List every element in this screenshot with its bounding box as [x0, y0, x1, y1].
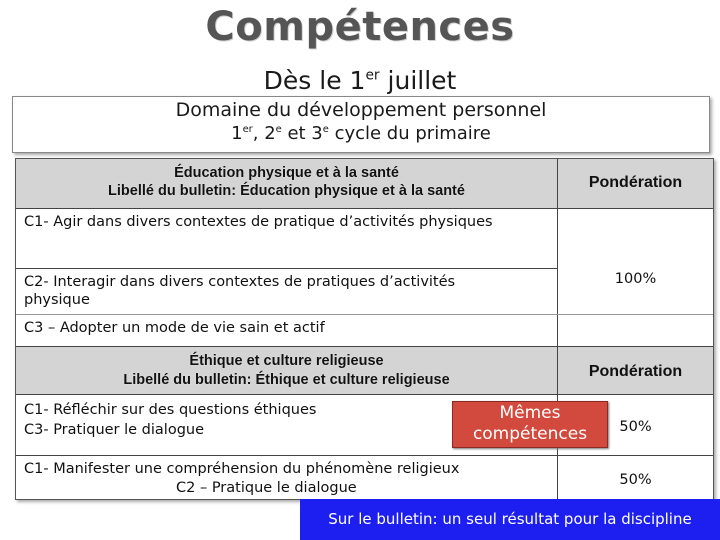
page-title: Compétences — [205, 4, 515, 50]
footer-text: Sur le bulletin: un seul résultat pour la discipline — [328, 510, 692, 528]
section1-title: Éducation physique et à la santé — [174, 165, 399, 181]
section1-competency-c3: C3 – Adopter un mode de vie sain et actif — [24, 320, 325, 336]
row-divider — [16, 208, 713, 209]
cycle-2-sup: e — [275, 124, 282, 135]
cycle-1-sup: er — [242, 124, 253, 135]
domain-title: Domaine du développement personnel — [175, 99, 547, 121]
cycle-3-sup: e — [322, 124, 329, 135]
effective-date-prefix: Dès le 1 — [263, 66, 366, 95]
callout-text — [453, 403, 607, 445]
section2-ponderation-header — [558, 346, 713, 394]
effective-date-sup: er — [365, 67, 380, 84]
domain-cycles — [13, 123, 709, 144]
section2-header — [16, 346, 557, 394]
competencies-table — [15, 158, 714, 500]
section2-row2-ponderation: 50% — [619, 472, 652, 488]
cycle-suffix: cycle du primaire — [328, 123, 491, 144]
row-divider — [16, 314, 713, 315]
footer-banner — [300, 499, 720, 540]
cycle-3: et 3 — [281, 123, 323, 144]
section2-row2-c2: C2 – Pratique le dialogue — [176, 480, 357, 496]
effective-date-suffix: juillet — [379, 66, 457, 95]
section2-title: Éthique et culture religieuse — [189, 353, 384, 369]
same-competencies-callout — [452, 401, 608, 448]
cycle-2: , 2 — [252, 123, 276, 144]
cycle-1: 1 — [231, 123, 243, 144]
section2-row1-c1: C1- Réfléchir sur des questions éthiques — [24, 402, 317, 418]
callout-line1: Mêmes — [499, 403, 561, 423]
section1-ponderation-header — [558, 159, 713, 208]
row-divider — [16, 268, 557, 269]
section1-ponderation-value: 100% — [614, 271, 657, 287]
section2-row1-c3: C3- Pratiquer le dialogue — [24, 422, 205, 438]
row-divider — [16, 346, 713, 347]
section2-bulletin-label: Libellé du bulletin: Éthique et culture religieuse — [123, 372, 450, 388]
section2-row2-c1: C1- Manifester une compréhension du phénomène religieux — [24, 461, 460, 477]
section1-competency-c2: C2- Interagir dans divers contextes de pratiques d’activités physique — [24, 274, 456, 308]
section2-ponderation-label: Pondération — [588, 363, 683, 380]
row-divider — [16, 394, 713, 395]
column-divider — [557, 159, 558, 499]
section1-bulletin-label: Libellé du bulletin: Éducation physique et à la santé — [108, 183, 465, 199]
effective-date — [0, 66, 720, 95]
section1-header — [16, 159, 557, 208]
domain-box — [12, 96, 710, 153]
section1-ponderation-label: Pondération — [588, 174, 683, 191]
section2-row1-ponderation: 50% — [619, 419, 652, 435]
callout-line2: compétences — [472, 424, 588, 444]
row-divider — [16, 455, 713, 456]
section1-competency-c1: C1- Agir dans divers contextes de pratique d’activités physiques — [24, 214, 493, 230]
